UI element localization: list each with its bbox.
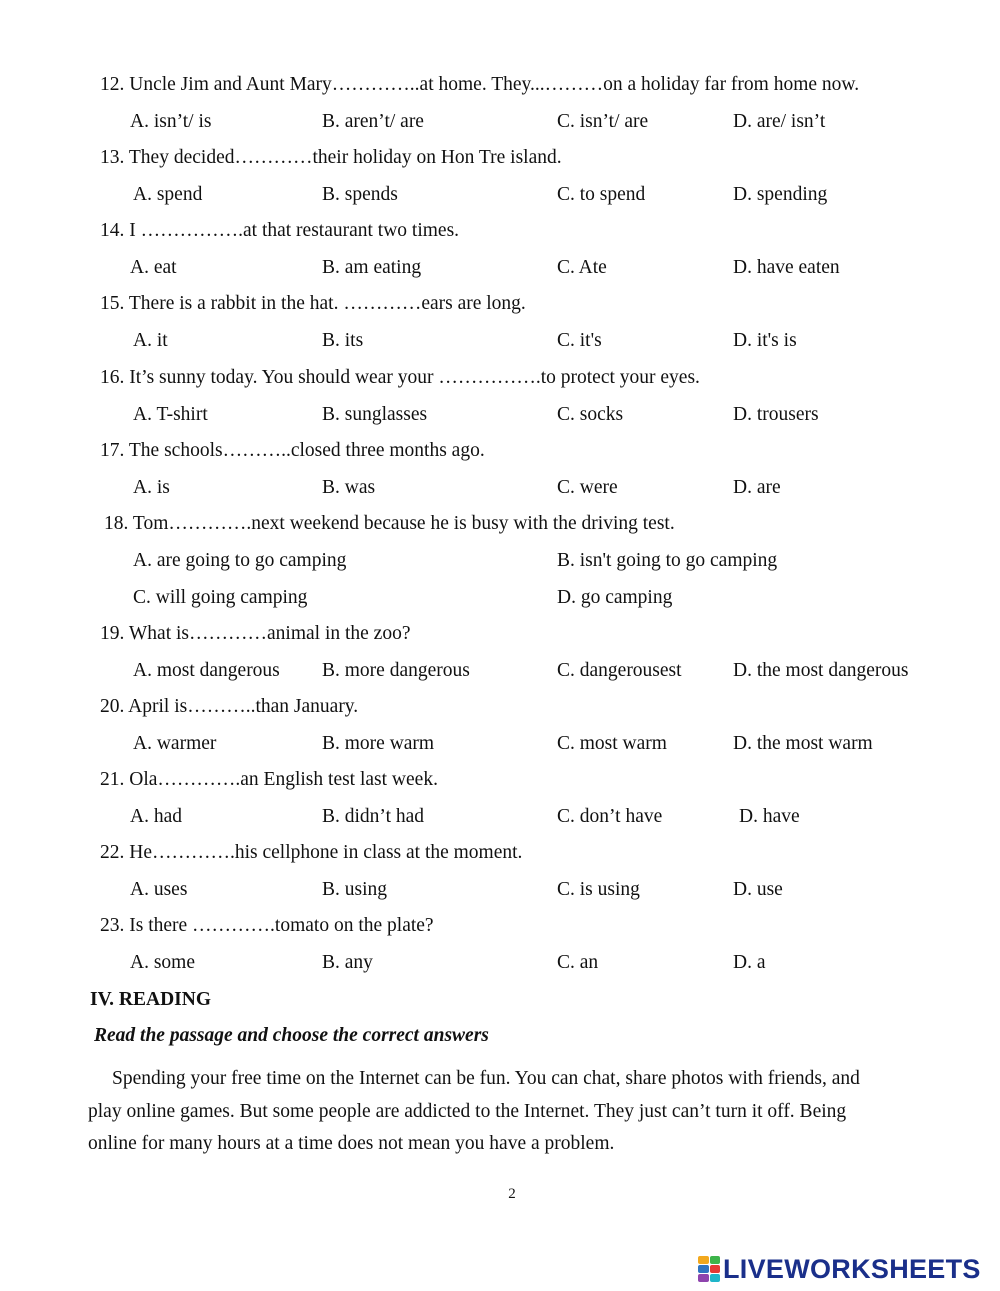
- liveworksheets-logo[interactable]: [698, 1252, 981, 1286]
- reading-instruction: Read the passage and choose the correct answers: [94, 1025, 489, 1046]
- q23-option-d[interactable]: D. a: [733, 952, 766, 973]
- question-12-stem: 12. Uncle Jim and Aunt Mary…………..at home. They...………on a holiday far from home now.: [100, 74, 860, 95]
- q15-option-d[interactable]: D. it's is: [733, 330, 797, 351]
- q21-option-c[interactable]: C. don’t have: [557, 806, 663, 827]
- q21-option-a[interactable]: A. had: [130, 806, 182, 827]
- q15-option-c[interactable]: C. it's: [557, 330, 602, 351]
- q14-option-b[interactable]: B. am eating: [322, 257, 422, 278]
- q13-option-c[interactable]: C. to spend: [557, 184, 646, 205]
- q18-option-a[interactable]: A. are going to go camping: [133, 550, 347, 571]
- q20-option-c[interactable]: C. most warm: [557, 733, 667, 754]
- q16-option-d[interactable]: D. trousers: [733, 404, 819, 425]
- liveworksheets-logo-icon: [698, 1256, 720, 1282]
- q19-option-d[interactable]: D. the most dangerous: [733, 660, 909, 681]
- q12-option-a[interactable]: A. isn’t/ is: [130, 111, 212, 132]
- q14-option-a[interactable]: A. eat: [130, 257, 177, 278]
- reading-passage: [88, 1063, 938, 1161]
- q21-option-b[interactable]: B. didn’t had: [322, 806, 425, 827]
- passage-line-2: play online games. But some people are addicted to the Internet. They just can’t turn it off. Being: [88, 1100, 847, 1122]
- q13-option-b[interactable]: B. spends: [322, 184, 398, 205]
- q14-option-d[interactable]: D. have eaten: [733, 257, 840, 278]
- question-22-stem: 22. He………….his cellphone in class at the moment.: [100, 842, 523, 863]
- logo-text: LIVEWORKSHEETS: [723, 1253, 981, 1284]
- q23-option-c[interactable]: C. an: [557, 952, 599, 973]
- q18-option-d[interactable]: D. go camping: [557, 587, 673, 608]
- q17-option-c[interactable]: C. were: [557, 477, 618, 498]
- passage-line-3: online for many hours at a time does not mean you have a problem.: [88, 1133, 615, 1154]
- q16-option-c[interactable]: C. socks: [557, 404, 624, 425]
- question-23-stem: 23. Is there ………….tomato on the plate?: [100, 915, 434, 936]
- q17-option-a[interactable]: A. is: [133, 477, 170, 498]
- question-19-stem: 19. What is…………animal in the zoo?: [100, 623, 411, 644]
- q15-option-b[interactable]: B. its: [322, 330, 364, 351]
- q18-option-c[interactable]: C. will going camping: [133, 587, 308, 608]
- q20-option-b[interactable]: B. more warm: [322, 733, 435, 754]
- section-heading: IV. READING: [90, 989, 211, 1010]
- q12-option-d[interactable]: D. are/ isn’t: [733, 111, 826, 132]
- q20-option-d[interactable]: D. the most warm: [733, 733, 873, 754]
- q23-option-b[interactable]: B. any: [322, 952, 373, 973]
- question-17-stem: 17. The schools………..closed three months ago.: [100, 440, 485, 461]
- q16-option-b[interactable]: B. sunglasses: [322, 404, 428, 425]
- page-number: 2: [508, 1186, 516, 1202]
- q13-option-a[interactable]: A. spend: [133, 184, 203, 205]
- q13-option-d[interactable]: D. spending: [733, 184, 828, 205]
- q20-option-a[interactable]: A. warmer: [133, 733, 217, 754]
- q19-option-b[interactable]: B. more dangerous: [322, 660, 470, 681]
- question-15-stem: 15. There is a rabbit in the hat. …………ears are long.: [100, 293, 526, 314]
- question-14-stem: 14. I …………….at that restaurant two times.: [100, 220, 460, 241]
- q17-option-d[interactable]: D. are: [733, 477, 781, 498]
- q12-option-c[interactable]: C. isn’t/ are: [557, 111, 649, 132]
- q21-option-d[interactable]: D. have: [739, 806, 800, 827]
- q14-option-c[interactable]: C. Ate: [557, 257, 607, 278]
- q16-option-a[interactable]: A. T-shirt: [133, 404, 208, 425]
- question-13-stem: 13. They decided…………their holiday on Hon Tre island.: [100, 147, 562, 168]
- question-18-stem: 18. Tom………….next weekend because he is busy with the driving test.: [104, 513, 675, 534]
- question-21-stem: 21. Ola………….an English test last week.: [100, 769, 438, 790]
- q12-option-b[interactable]: B. aren’t/ are: [322, 111, 424, 132]
- q22-option-d[interactable]: D. use: [733, 879, 783, 900]
- q18-option-b[interactable]: B. isn't going to go camping: [557, 550, 778, 571]
- q19-option-c[interactable]: C. dangerousest: [557, 660, 682, 681]
- q17-option-b[interactable]: B. was: [322, 477, 376, 498]
- q22-option-a[interactable]: A. uses: [130, 879, 188, 900]
- q22-option-c[interactable]: C. is using: [557, 879, 640, 900]
- passage-line-1: Spending your free time on the Internet can be fun. You can chat, share photos with friends, and: [112, 1068, 860, 1089]
- question-16-stem: 16. It’s sunny today. You should wear your …………….to protect your eyes.: [100, 367, 700, 388]
- q19-option-a[interactable]: A. most dangerous: [133, 660, 280, 681]
- q22-option-b[interactable]: B. using: [322, 879, 388, 900]
- question-20-stem: 20. April is………..than January.: [100, 696, 359, 717]
- q23-option-a[interactable]: A. some: [130, 952, 195, 973]
- q15-option-a[interactable]: A. it: [133, 330, 168, 351]
